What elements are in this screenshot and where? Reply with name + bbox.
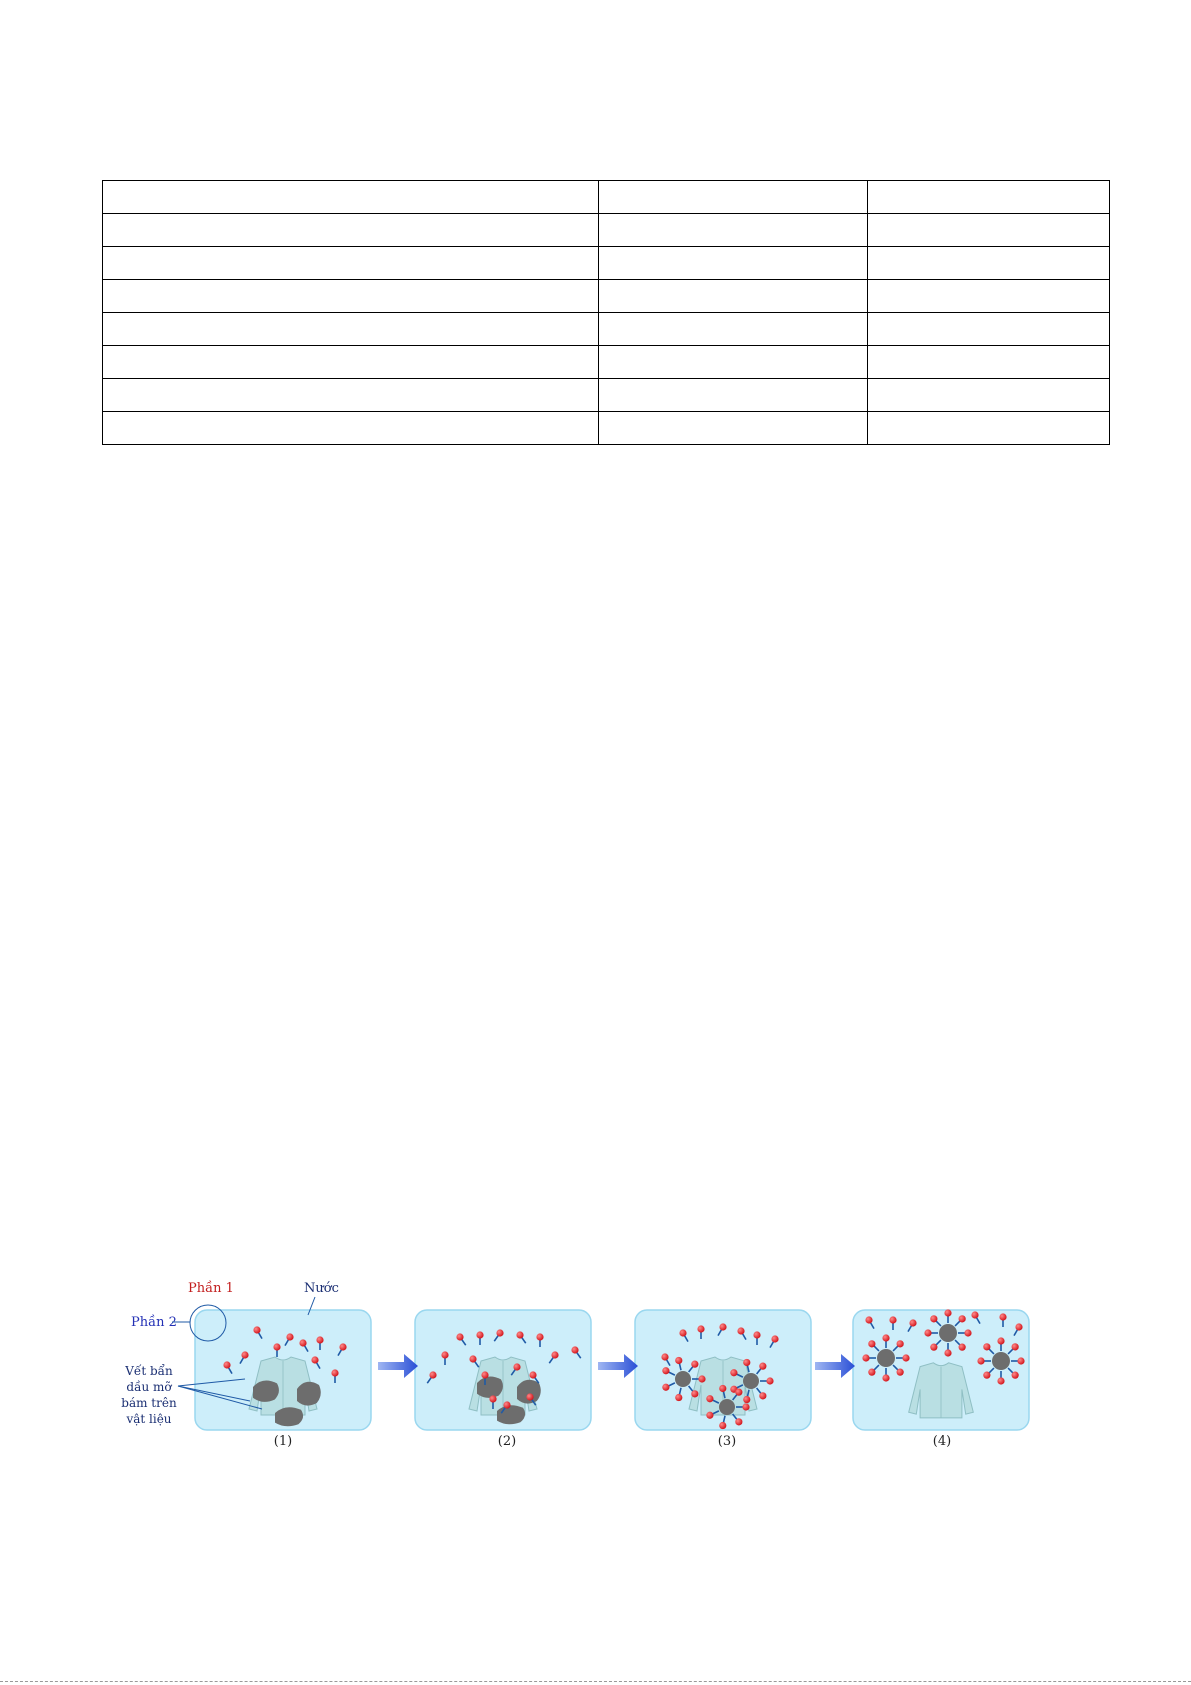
micelle-core-icon: [992, 1352, 1010, 1370]
table-cell: [868, 412, 1110, 445]
table-cell: [599, 214, 868, 247]
table-cell: [868, 379, 1110, 412]
stage-panel-1: [195, 1310, 371, 1430]
label-water: Nước: [304, 1281, 339, 1296]
micelle-core-icon: [939, 1324, 957, 1342]
oil-stain-icon: [253, 1381, 279, 1402]
arrow-icon: [378, 1354, 418, 1378]
detergent-figure: [110, 1275, 1050, 1455]
table-cell: [103, 313, 599, 346]
micelle-core-icon: [675, 1371, 691, 1387]
empty-table: [102, 180, 1110, 445]
table-cell: [868, 313, 1110, 346]
table-row: [103, 280, 1110, 313]
table-cell: [103, 412, 599, 445]
label-part2: Phần 2: [131, 1315, 177, 1330]
table-cell: [103, 379, 599, 412]
table-cell: [599, 379, 868, 412]
arrow-icon: [815, 1354, 855, 1378]
table-cell: [868, 247, 1110, 280]
micelle-core-icon: [743, 1373, 759, 1389]
table-row: [103, 181, 1110, 214]
table-cell: [103, 346, 599, 379]
table-cell: [868, 181, 1110, 214]
oil-stain-icon: [497, 1405, 525, 1424]
table-cell: [103, 247, 599, 280]
table-cell: [599, 247, 868, 280]
stage-panel-3: [635, 1310, 811, 1430]
arrow-icon: [598, 1354, 638, 1378]
page-bottom-rule: [0, 1681, 1191, 1682]
stage-panel-4: [853, 1309, 1029, 1430]
table-row: [103, 412, 1110, 445]
label-stain-4: vật liệu: [126, 1412, 172, 1426]
caption-2: (2): [497, 1434, 517, 1449]
table-row: [103, 313, 1110, 346]
oil-stain-icon: [275, 1407, 303, 1426]
table-cell: [868, 346, 1110, 379]
table-cell: [103, 280, 599, 313]
table-cell: [103, 214, 599, 247]
stage-panel-2: [415, 1310, 591, 1430]
micelle-core-icon: [719, 1399, 735, 1415]
table-cell: [599, 412, 868, 445]
table-row: [103, 214, 1110, 247]
table-cell: [599, 313, 868, 346]
label-stain-2: dầu mỡ: [126, 1380, 172, 1394]
table-cell: [599, 346, 868, 379]
table-cell: [868, 280, 1110, 313]
oil-stain-icon: [297, 1382, 321, 1406]
oil-stain-icon: [477, 1377, 503, 1398]
micelle-core-icon: [877, 1349, 895, 1367]
caption-1: (1): [273, 1434, 293, 1449]
caption-3: (3): [717, 1434, 737, 1449]
table-row: [103, 379, 1110, 412]
table-cell: [103, 181, 599, 214]
table-row: [103, 247, 1110, 280]
label-part1: Phần 1: [188, 1281, 234, 1296]
table-cell: [599, 280, 868, 313]
table-cell: [868, 214, 1110, 247]
label-stain-3: bám trên: [121, 1396, 177, 1410]
table-row: [103, 346, 1110, 379]
table-cell: [599, 181, 868, 214]
caption-4: (4): [932, 1434, 952, 1449]
label-stain-1: Vết bẩn: [125, 1364, 173, 1378]
